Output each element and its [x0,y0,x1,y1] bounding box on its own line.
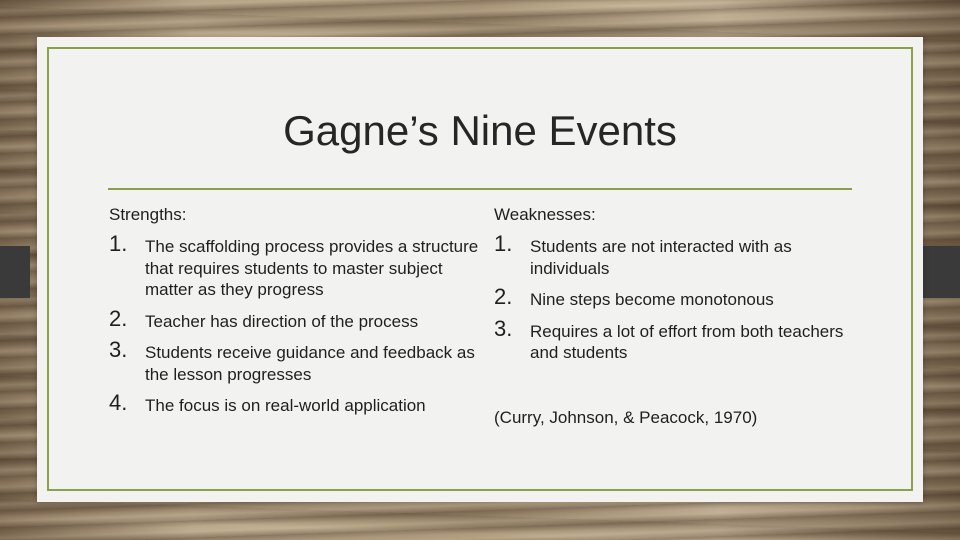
list-item-text: Nine steps become monotonous [530,290,774,309]
list-number: 4. [109,390,128,415]
list-item-text: Students receive guidance and feedback as the lesson progresses [145,343,475,384]
list-item-text: Students are not interacted with as individuals [530,237,792,278]
list-number: 3. [109,337,128,362]
list-number: 2. [109,305,128,331]
list-item [109,231,479,301]
weaknesses-column [494,205,864,428]
title-divider [108,188,852,190]
list-number: 1. [109,231,128,256]
slide-title: Gagne’s Nine Events [283,107,677,154]
list-number: 2. [494,284,513,309]
list-number: 1. [494,231,513,256]
list-item-text: The scaffolding process provides a structure that requires students to master subject matter as they progress [145,237,479,299]
list-item [109,305,479,333]
citation: (Curry, Johnson, & Peacock, 1970) [494,407,758,427]
strengths-heading: Strengths: [109,205,187,224]
list-item [494,315,864,364]
slide [37,37,923,502]
list-item [109,390,479,417]
list-item-text: Requires a lot of effort from both teachers and students [530,321,844,362]
list-item [109,337,479,385]
weaknesses-list [494,231,864,364]
strengths-column [109,205,479,427]
list-item-text: Teacher has direction of the process [145,311,419,331]
weaknesses-heading: Weaknesses: [494,205,596,224]
strengths-list [109,231,479,417]
list-item [494,284,864,311]
left-edge-tab [0,246,30,298]
list-item-text: The focus is on real-world application [145,396,426,415]
list-number: 3. [494,315,513,341]
list-item [494,231,864,279]
